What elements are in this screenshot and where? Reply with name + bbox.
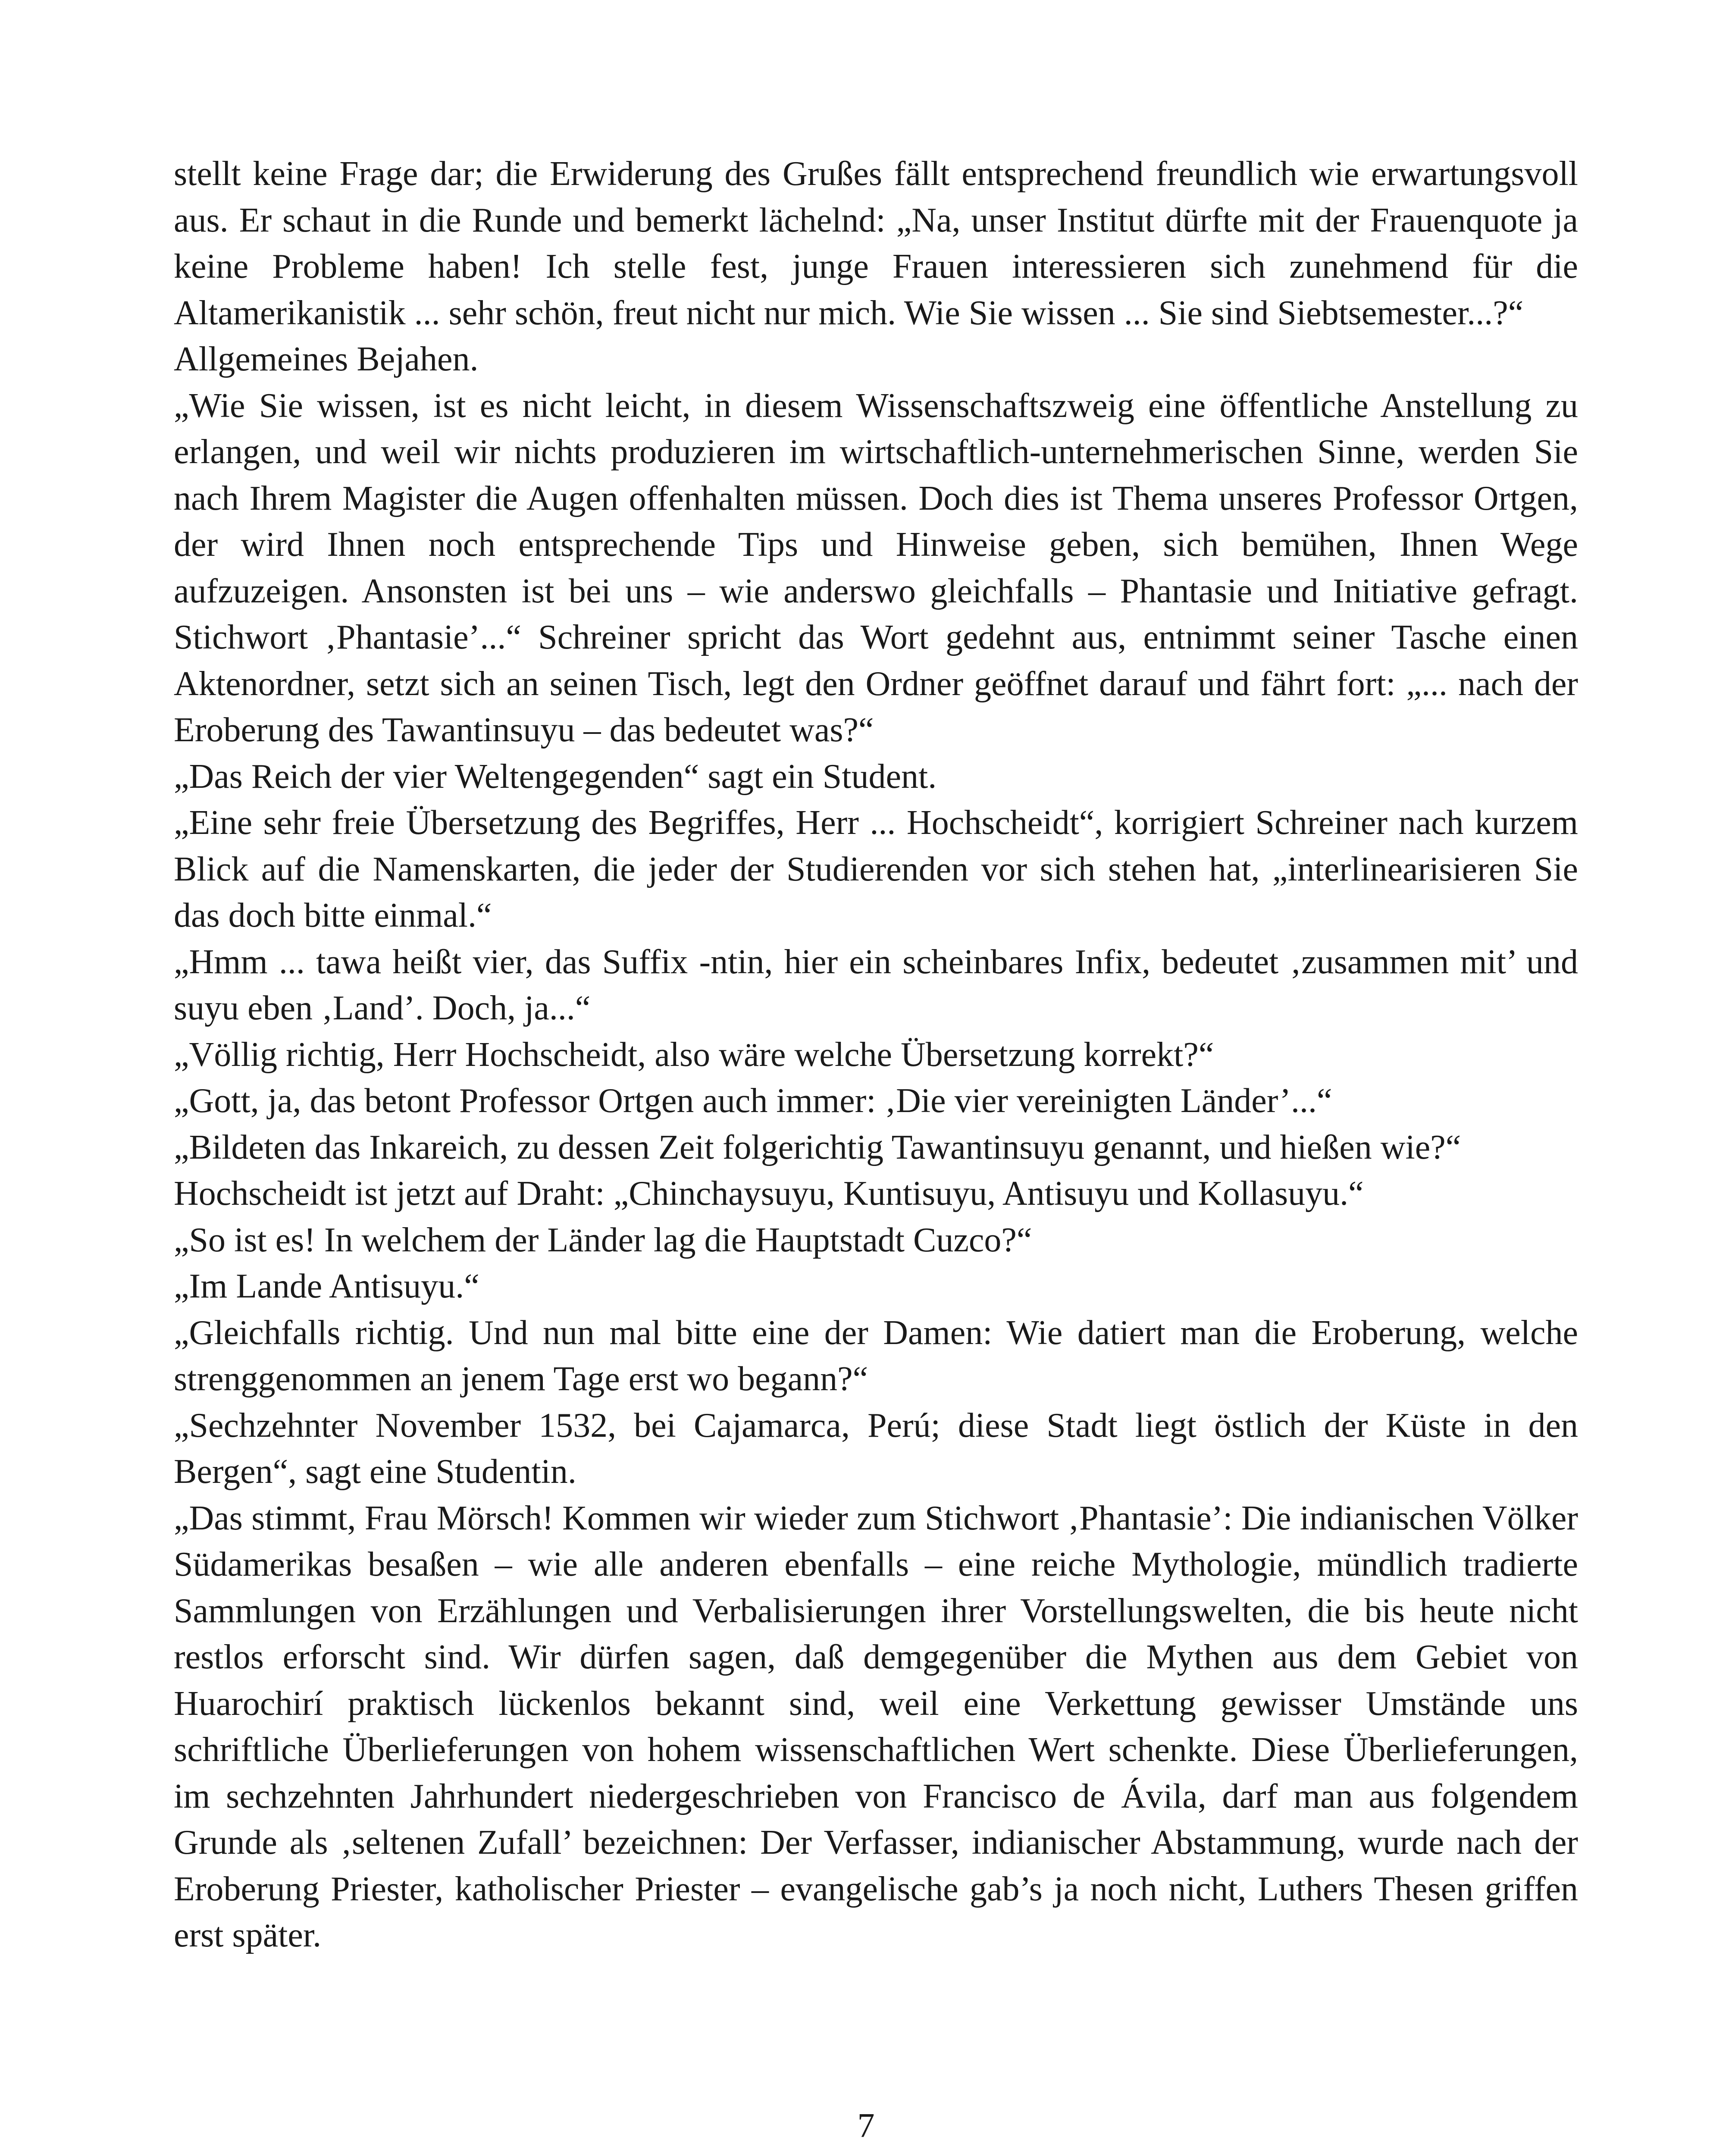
paragraph: „Hmm ... tawa heißt vier, das Suffix -ntin, hier ein scheinbares Infix, bedeutet ‚zusammen mit’ und suyu eben ‚Land’. Doch, ja...“ bbox=[174, 943, 1578, 1027]
body-text bbox=[174, 151, 1578, 1959]
paragraph: „Im Lande Antisuyu.“ bbox=[174, 1267, 479, 1305]
paragraph: „Gott, ja, das betont Professor Ortgen auch immer: ‚Die vier vereinigten Länder’...“ bbox=[174, 1082, 1332, 1120]
page-number: 7 bbox=[857, 2107, 875, 2145]
paragraph: „Eine sehr freie Übersetzung des Begriffes, Herr ... Hochscheidt“, korrigiert Schreiner nach kurzem Blick auf die Namenskarten, die jeder der Studierenden vor sich stehen hat, „interlinearisieren Sie das doch bitte einmal.“ bbox=[174, 804, 1578, 934]
paragraph: „Das Reich der vier Weltengegenden“ sagt ein Student. bbox=[174, 757, 937, 796]
paragraph: stellt keine Frage dar; die Erwiderung des Grußes fällt entsprechend freundlich wie erwartungsvoll aus. Er schaut in die Runde und bemerkt lächelnd: „Na, unser Institut dürfte mit der Frauenquote ja keine Probleme haben! Ich stelle fest, junge Frauen interessieren sich zunehmend für die Altamerikanistik ... sehr schön, freut nicht nur mich. Wie Sie wissen ... Sie sind Siebtsemester...?“ bbox=[174, 155, 1578, 332]
paragraph: „Gleichfalls richtig. Und nun mal bitte eine der Damen: Wie datiert man die Eroberung, welche strenggenommen an jenem Tage erst wo begann?“ bbox=[174, 1313, 1578, 1398]
paragraph: „Bildeten das Inkareich, zu dessen Zeit folgerichtig Tawantinsuyu genannt, und hießen wie?“ bbox=[174, 1128, 1461, 1166]
paragraph: „Sechzehnter November 1532, bei Cajamarca, Perú; diese Stadt liegt östlich der Küste in den Bergen“, sagt eine Studentin. bbox=[174, 1406, 1578, 1491]
paragraph: Allgemeines Bejahen. bbox=[174, 340, 479, 378]
paragraph: „So ist es! In welchem der Länder lag die Hauptstadt Cuzco?“ bbox=[174, 1221, 1032, 1259]
paragraph: „Völlig richtig, Herr Hochscheidt, also wäre welche Übersetzung korrekt?“ bbox=[174, 1035, 1214, 1074]
paragraph: Hochscheidt ist jetzt auf Draht: „Chinchaysuyu, Kuntisuyu, Antisuyu und Kollasuyu.“ bbox=[174, 1175, 1364, 1213]
paragraph: „Das stimmt, Frau Mörsch! Kommen wir wieder zum Stichwort ‚Phantasie’: Die indianischen Völker Südamerikas besaßen – wie alle anderen ebenfalls – eine reiche Mythologie, mündlich tradierte Sammlungen von Erzählungen und Verbalisierungen ihrer Vorstellungswelten, die bis heute nicht restlos erforscht sind. Wir dürfen sagen, daß demgegenüber die Mythen aus dem Gebiet von Huarochirí praktisch lückenlos bekannt sind, weil eine Verkettung gewisser Umstände uns schriftliche Überlieferungen von hohem wissenschaftlichen Wert schenkte. Diese Überlieferungen, im sechzehnten Jahrhundert niedergeschrieben von Francisco de Ávila, darf man aus folgendem Grunde als ‚seltenen Zufall’ bezeichnen: Der Verfasser, indianischer Abstammung, wurde nach der Eroberung Priester, katholischer Priester – evangelische gab’s ja noch nicht, Luthers Thesen griffen erst später. bbox=[174, 1499, 1578, 1954]
paragraph: „Wie Sie wissen, ist es nicht leicht, in diesem Wissenschaftszweig eine öffentliche Anstellung zu erlangen, und weil wir nichts produzieren im wirtschaftlich-unternehmerischen Sinne, werden Sie nach Ihrem Magister die Augen offenhalten müssen. Doch dies ist Thema unseres Professor Ortgen, der wird Ihnen noch entsprechende Tips und Hinweise geben, sich bemühen, Ihnen Wege aufzuzeigen. Ansonsten ist bei uns – wie anderswo gleichfalls – Phantasie und Initiative gefragt. Stichwort ‚Phantasie’...“ Schreiner spricht das Wort gedehnt aus, entnimmt seiner Tasche einen Aktenordner, setzt sich an seinen Tisch, legt den Ordner geöffnet darauf und fährt fort: „... nach der Eroberung des Tawantinsuyu – das bedeutet was?“ bbox=[174, 386, 1578, 749]
